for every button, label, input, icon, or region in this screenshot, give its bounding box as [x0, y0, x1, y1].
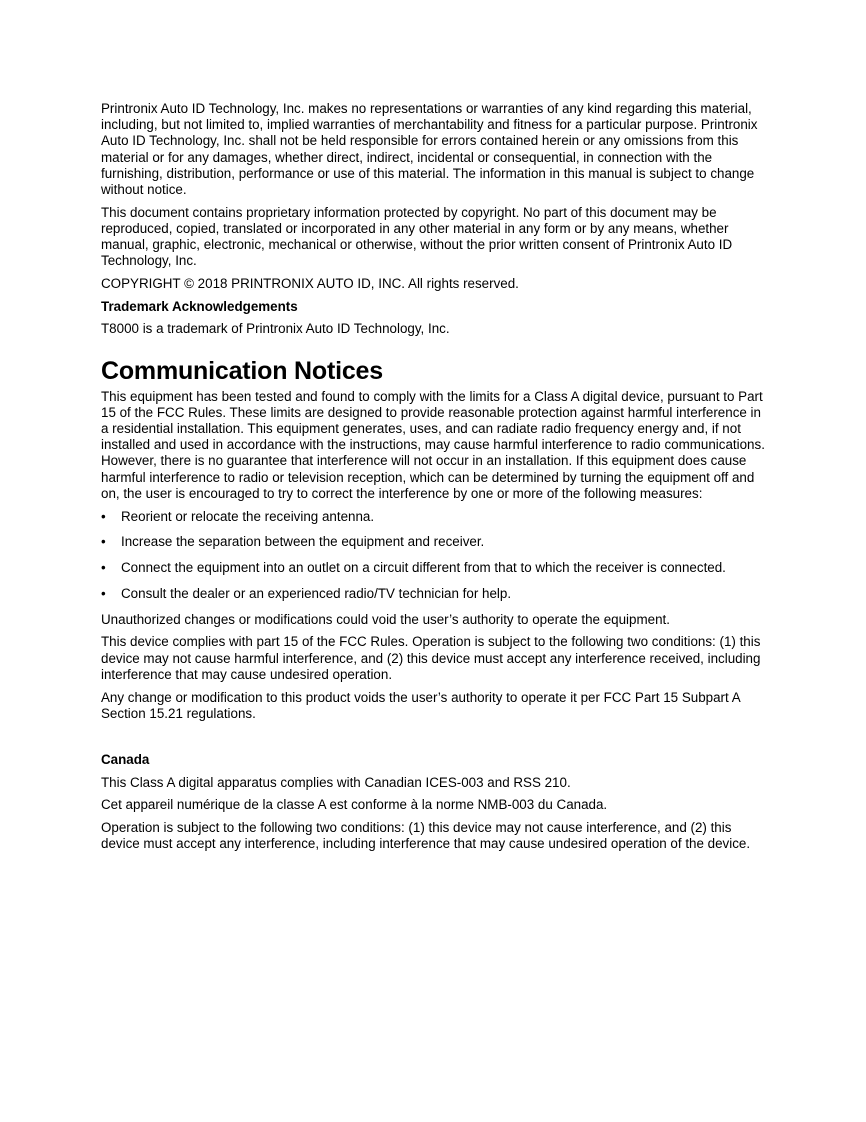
- list-item: [101, 509, 767, 525]
- bullet-icon: •: [101, 560, 106, 576]
- list-item: [101, 560, 767, 576]
- measure-text: Consult the dealer or an experienced radio/TV technician for help.: [121, 585, 512, 601]
- canada-ices-paragraph: This Class A digital apparatus complies with Canadian ICES-003 and RSS 210.: [101, 774, 571, 790]
- fcc-intro-paragraph: This equipment has been tested and found to comply with the limits for a Class A digital device, pursuant to Part 15 of the FCC Rules. These limits are designed to provide reasonable protection against harmful interference in a residential installation. This equipment generates, uses, and can radiate radio frequency energy and, if not installed and used in accordance with the instructions, may cause harmful interference to radio communications. However, there is no guarantee that interference will not occur in an installation. If this equipment does cause harmful interference to radio or television reception, which can be determined by turning the equipment off and on, the user is encouraged to try to correct the interference by one or more of the following measures:: [101, 388, 765, 501]
- bullet-icon: •: [101, 534, 106, 550]
- bullet-icon: •: [101, 585, 106, 601]
- canada-french-paragraph: Cet appareil numérique de la classe A est conforme à la norme NMB-003 du Canada.: [101, 797, 608, 813]
- disclaimer-paragraph: Printronix Auto ID Technology, Inc. makes no representations or warranties of any kind regarding this material, including, but not limited to, implied warranties of merchantability and fitness for a particular purpose. Printronix Auto ID Technology, Inc. shall not be held responsible for errors contained herein or any omissions from this material or for any damages, whether direct, indirect, incidental or consequential, in connection with the furnishing, distribution, performance or use of this material. The information in this manual is subject to change without notice.: [101, 101, 758, 198]
- document-page: [101, 101, 767, 859]
- measure-text: Connect the equipment into an outlet on a circuit different from that to which the receiver is connected.: [121, 560, 726, 576]
- trademark-heading: Trademark Acknowledgements: [101, 298, 298, 314]
- canada-heading: Canada: [101, 751, 150, 767]
- proprietary-notice-paragraph: This document contains proprietary information protected by copyright. No part of this document may be reproduced, copied, translated or incorporated in any other material in any form or by any means, whether manual, graphic, electronic, mechanical or otherwise, without the prior written consent of Printronix Auto ID Technology, Inc.: [101, 204, 733, 269]
- communication-notices-title: Communication Notices: [101, 356, 383, 385]
- unauthorized-changes-paragraph: Unauthorized changes or modifications could void the user’s authority to operate the equipment.: [101, 611, 670, 627]
- canada-conditions-paragraph: Operation is subject to the following two conditions: (1) this device may not cause interference, and (2) this device must accept any interference, including interference that may cause undesired operation of the device.: [101, 820, 751, 852]
- interference-measures-list: [101, 509, 767, 603]
- measure-text: Increase the separation between the equipment and receiver.: [121, 534, 485, 550]
- trademark-text: T8000 is a trademark of Printronix Auto ID Technology, Inc.: [101, 321, 450, 337]
- list-item: [101, 534, 767, 550]
- measure-text: Reorient or relocate the receiving antenna.: [121, 508, 375, 524]
- copyright-line: COPYRIGHT © 2018 PRINTRONIX AUTO ID, INC. All rights reserved.: [101, 276, 519, 292]
- fcc-part15-paragraph: This device complies with part 15 of the FCC Rules. Operation is subject to the following two conditions: (1) this device may not cause harmful interference, and (2) this device must accept any interference received, including interference that may cause undesired operation.: [101, 634, 761, 682]
- modification-paragraph: Any change or modification to this product voids the user’s authority to operate it per FCC Part 15 Subpart A Section 15.21 regulations.: [101, 689, 740, 721]
- list-item: [101, 586, 767, 602]
- bullet-icon: •: [101, 508, 106, 524]
